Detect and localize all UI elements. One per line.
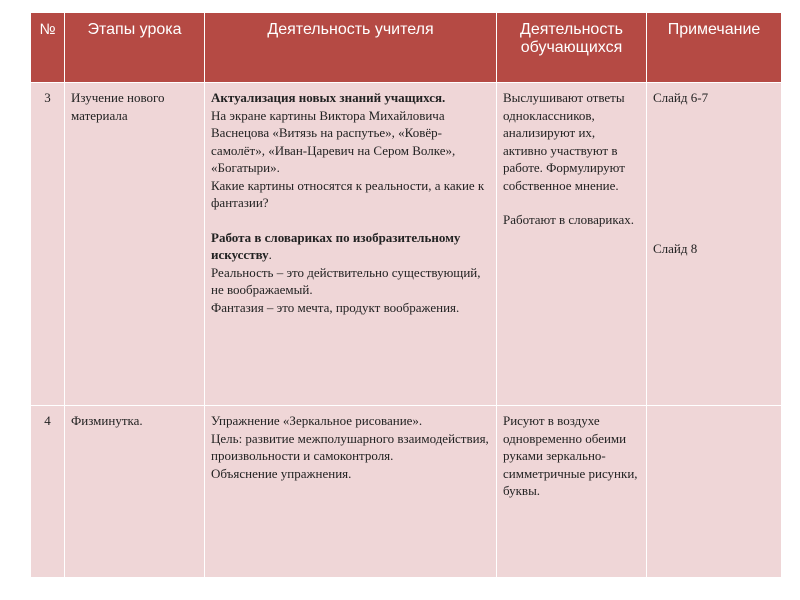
teacher-text: Упражнение «Зеркальное рисование».	[211, 413, 423, 429]
row-teacher-activity	[205, 83, 497, 406]
student-text: Работают в словариках.	[503, 212, 635, 227]
row-number: 4	[31, 406, 65, 578]
row-teacher-activity	[205, 406, 497, 578]
teacher-heading-end: .	[268, 247, 272, 262]
header-row	[31, 13, 782, 83]
teacher-text: Объяснение упражнения.	[211, 465, 352, 481]
row-stage: Физминутка.	[65, 406, 205, 578]
student-text: руками зеркально-симметричные рисунки, буквы.	[503, 448, 638, 499]
row-stage: Изучение нового материала	[65, 83, 205, 406]
teacher-text: Цель: развитие межполушарного взаимодействия, произвольности и самоконтроля.	[211, 430, 489, 464]
header-notes: Примечание	[647, 13, 782, 83]
note-slide: Слайд 8	[653, 240, 698, 256]
student-text: Рисуют в воздухе одновременно обеими	[503, 413, 627, 446]
row-student-activity	[497, 83, 647, 406]
header-num: №	[31, 13, 65, 83]
header-students: Деятельность обучающихся	[497, 13, 647, 83]
teacher-text: На экране картины Виктора Михайловича Васнецова «Витязь на распутье», «Ковёр-самолёт», «Иван-Царевич на Сером Волке», «Богатыри».	[211, 107, 456, 175]
teacher-heading: Актуализация новых знаний учащихся.	[211, 90, 446, 105]
row-student-activity	[497, 406, 647, 578]
header-stages: Этапы урока	[65, 13, 205, 83]
teacher-text: Какие картины относятся к реальности, а какие к фантазии?	[211, 177, 485, 210]
teacher-text: Фантазия – это мечта, продукт воображения.	[211, 299, 460, 315]
teacher-heading-bold: Работа в словариках по изобразительному искусству	[211, 229, 461, 262]
table-row	[31, 406, 782, 578]
row-notes	[647, 406, 782, 578]
student-text: Выслушивают ответы одноклассников, анализируют их, активно участвуют в работе. Формулируют собственное мнение.	[503, 90, 625, 193]
lesson-table	[30, 12, 782, 578]
row-number: 3	[31, 83, 65, 406]
note-slide: Слайд 6-7	[653, 90, 709, 105]
row-notes	[647, 83, 782, 406]
table-row	[31, 83, 782, 406]
teacher-heading	[211, 229, 490, 264]
teacher-text: Реальность – это действительно существующий, не воображаемый.	[211, 264, 481, 297]
header-teacher: Деятельность учителя	[205, 13, 497, 83]
